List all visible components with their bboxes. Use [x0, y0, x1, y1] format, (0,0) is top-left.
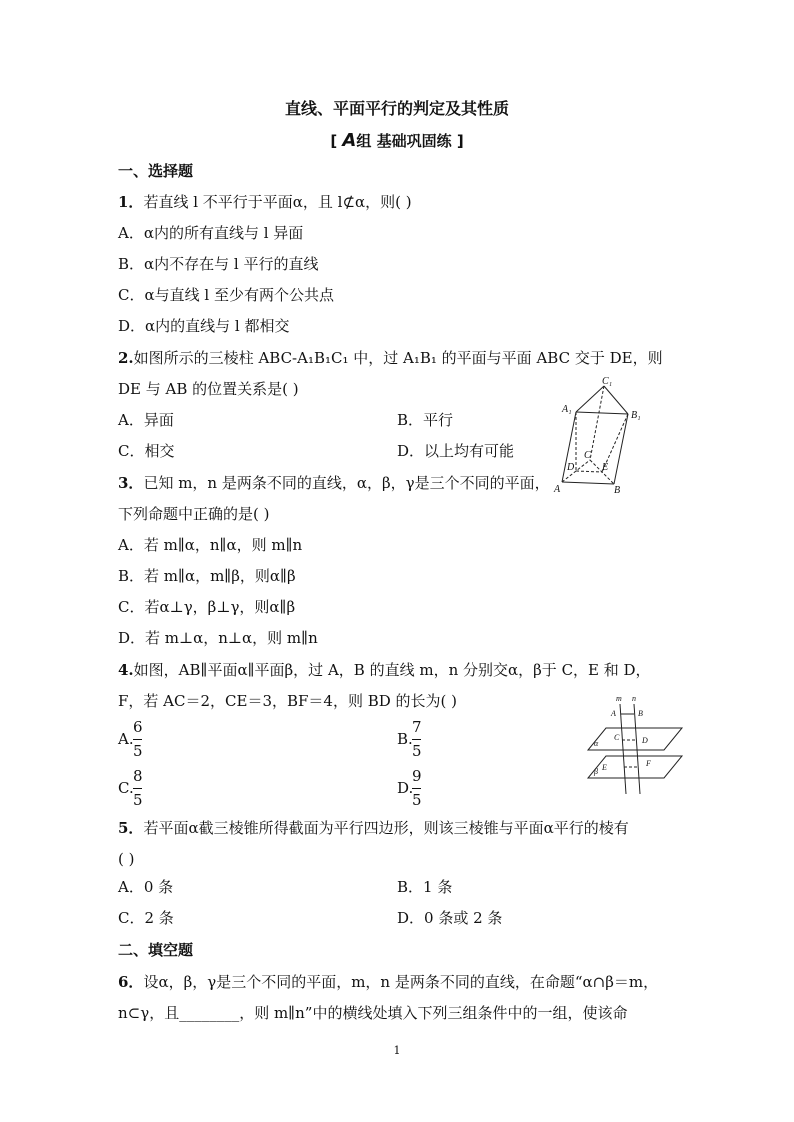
option-b-numerator: 7: [412, 718, 422, 736]
label-b: B: [638, 709, 643, 718]
label-a: A: [611, 709, 616, 718]
question-1-option-d: D．α内的直线与 l 都相交: [118, 317, 290, 335]
edge-c1-b1: [604, 386, 628, 414]
option-a-numerator: 6: [133, 718, 143, 736]
edge-b1-b: [614, 414, 628, 484]
option-d-numerator: 9: [412, 767, 422, 785]
question-6-stem-line2: n⊂γ，且________，则 m∥n”中的横线处填入下列三组条件中的一组，使该命: [118, 1004, 628, 1022]
question-2-stem-line1: [118, 348, 663, 368]
label-beta: β: [594, 767, 598, 776]
bracket-open: [: [330, 132, 338, 150]
label-d: D: [567, 462, 575, 473]
question-3-option-c: C．若α⊥γ，β⊥γ，则α∥β: [118, 598, 296, 616]
label-n: n: [632, 694, 636, 703]
option-c-label: C.: [118, 779, 134, 797]
question-1-stem: [118, 192, 412, 212]
option-c-numerator: 8: [133, 767, 143, 785]
label-e: E: [602, 462, 609, 473]
option-d-denominator: 5: [412, 791, 422, 809]
fraction-bar: [133, 788, 142, 789]
edge-a-b: [562, 482, 614, 484]
label-c: C: [614, 733, 620, 742]
question-5-stem-line1: [118, 818, 629, 838]
question-6-number: 6．: [118, 973, 144, 991]
label-a: A: [554, 484, 561, 495]
question-4-number: 4.: [118, 661, 134, 679]
question-2-text-line1: 如图所示的三棱柱 ABC-A₁B₁C₁ 中，过 A₁B₁ 的平面与平面 ABC 交于 DE，则: [133, 349, 663, 367]
prism-figure: [552, 376, 648, 496]
question-2-option-a: A．异面: [118, 411, 174, 429]
plane-alpha: [588, 728, 682, 750]
question-4-text-line1: 如图，AB∥平面α∥平面β，过 A，B 的直线 m，n 分别交α，β于 C，E 和 D，: [133, 661, 651, 679]
question-5-text-line1: 若平面α截三棱锥所得截面为平行四边形，则该三棱锥与平面α平行的棱有: [143, 819, 629, 837]
question-3-stem-line2: 下列命题中正确的是( ): [118, 505, 270, 523]
option-b-denominator: 5: [412, 742, 422, 760]
group-subtitle: [0, 130, 794, 151]
page-title: 直线、平面平行的判定及其性质: [284, 99, 509, 118]
question-4-stem-line2: F，若 AC＝2，CE＝3，BF＝4，则 BD 的长为( ): [118, 692, 458, 710]
label-b: B: [614, 485, 621, 496]
label-d: D: [642, 736, 648, 745]
question-5-stem-line2: ( ): [118, 850, 135, 868]
parallel-planes-figure: [586, 694, 684, 798]
group-subtitle-text: 组 基础巩固练: [356, 132, 452, 150]
label-a1: A₁: [562, 404, 572, 415]
question-1-option-a: A．α内的所有直线与 l 异面: [118, 224, 304, 242]
option-a-label: A.: [118, 730, 134, 748]
question-3-option-d: D．若 m⊥α，n⊥α，则 m∥n: [118, 629, 318, 647]
label-alpha: α: [594, 739, 599, 748]
label-m: m: [616, 694, 622, 703]
fraction-bar: [133, 739, 142, 740]
option-c-denominator: 5: [133, 791, 143, 809]
question-3-stem-line1: [118, 473, 550, 493]
edge-d-e: [576, 471, 602, 472]
question-5-number: 5．: [118, 819, 144, 837]
question-1-number: 1．: [118, 193, 144, 211]
question-1-text: 若直线 l 不平行于平面α，且 l⊄α，则( ): [143, 193, 412, 211]
question-3-option-a: A．若 m∥α，n∥α，则 m∥n: [118, 536, 303, 554]
group-a-badge: A: [342, 130, 357, 151]
line-m: [620, 704, 626, 794]
page-number: 1: [393, 1044, 401, 1057]
question-1-option-b: B．α内不存在与 l 平行的直线: [118, 255, 319, 273]
question-2-option-d: D．以上均有可能: [397, 442, 515, 460]
label-c: C: [584, 450, 591, 461]
question-2-option-c: C．相交: [118, 442, 175, 460]
question-6-text-line1: 设α，β，γ是三个不同的平面，m，n 是两条不同的直线，在命题“α∩β＝m，: [143, 973, 659, 991]
bracket-close: ]: [456, 132, 464, 150]
question-2-option-b: B．平行: [397, 411, 454, 429]
question-3-number: 3．: [118, 474, 144, 492]
option-a-denominator: 5: [133, 742, 143, 760]
question-2-stem-line2: DE 与 AB 的位置关系是( ): [118, 380, 299, 398]
question-6-stem-line1: [118, 972, 658, 992]
section-heading-choice: 一、选择题: [118, 162, 194, 180]
label-f: F: [646, 759, 651, 768]
question-5-option-c: C．2 条: [118, 909, 174, 927]
question-1-option-c: C．α与直线 l 至少有两个公共点: [118, 286, 334, 304]
question-4-stem-line1: [118, 660, 651, 680]
question-5-option-d: D．0 条或 2 条: [397, 909, 503, 927]
question-3-text-line1: 已知 m，n 是两条不同的直线，α，β，γ是三个不同的平面，: [143, 474, 550, 492]
option-d-label: D.: [397, 779, 414, 797]
section-heading-fill: 二、填空题: [118, 941, 194, 959]
fraction-bar: [412, 788, 421, 789]
edge-a1-b1: [576, 412, 628, 414]
question-5-option-b: B．1 条: [397, 878, 453, 896]
question-3-option-b: B．若 m∥α，m∥β，则α∥β: [118, 567, 296, 585]
option-b-label: B.: [397, 730, 413, 748]
fraction-bar: [412, 739, 421, 740]
label-b1: B₁: [631, 410, 641, 421]
question-5-option-a: A．0 条: [118, 878, 174, 896]
label-e: E: [602, 763, 607, 772]
question-2-number: 2.: [118, 349, 134, 367]
label-c1: C₁: [602, 376, 613, 387]
